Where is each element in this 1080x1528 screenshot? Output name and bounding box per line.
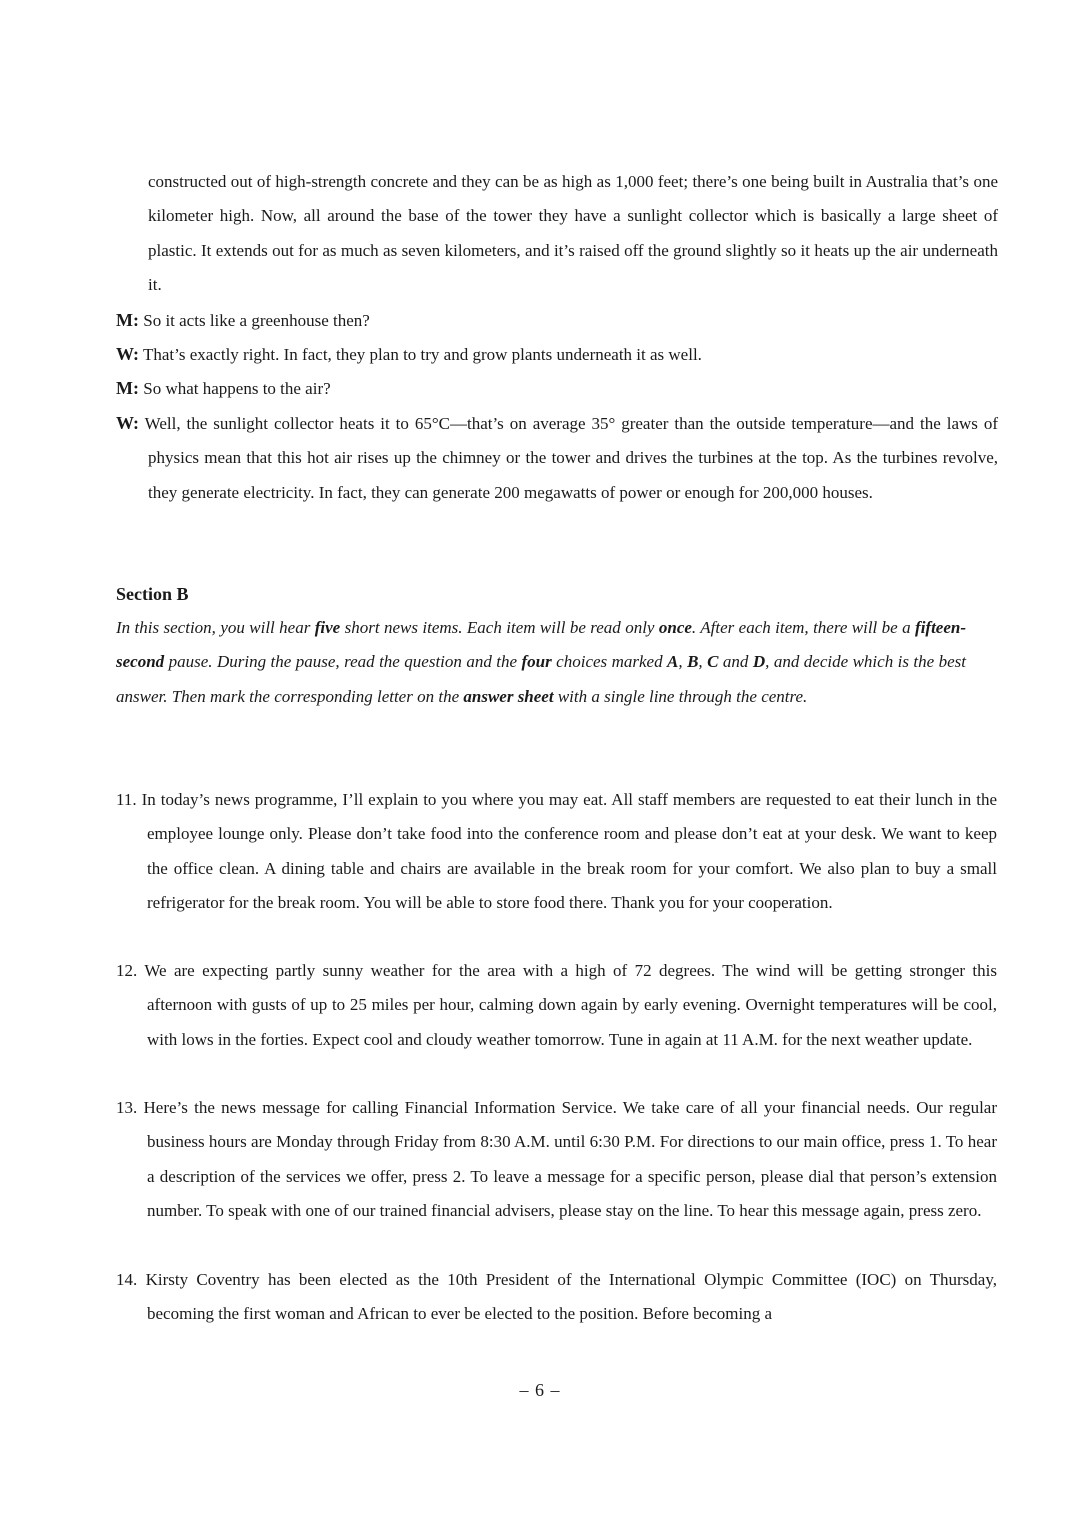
instr-text: short news items. Each item will be read only — [340, 618, 659, 637]
dialogue-turn — [116, 303, 998, 338]
instr-text: and — [718, 652, 753, 672]
news-item — [116, 783, 997, 920]
instr-text: , — [698, 652, 708, 672]
instr-emphasis: four — [521, 652, 552, 672]
news-item — [116, 954, 997, 1057]
instr-emphasis: five — [314, 618, 341, 637]
item-number: 13. — [116, 1098, 138, 1117]
instr-text: , — [678, 652, 688, 672]
item-text: Here’s the news message for calling Financial Information Service. We take care of all your financial needs. Our regular business hours are Monday through Friday from 8:30 A.M. until 6:30 P.M. For directions to our main office, press 1. To hear a description of the services we offer, press 2. To leave a message for a specific person, please dial that person’s extension number. To speak with one of our trained financial advisers, please stay on the line. To hear this message again, press zero. — [143, 1098, 998, 1220]
speaker-label: M: — [116, 378, 139, 398]
item-text: In today’s news programme, I’ll explain to you where you may eat. All staff members are requested to eat their lunch in the employee lounge only. Please don’t take food into the conference room and please don’t eat at your desk. We want to keep the office clean. A dining table and chairs are available in the break room for your comfort. We also plan to buy a small refrigerator for the break room. You will be able to store food there. Thank you for your cooperation. — [141, 790, 998, 912]
turn-text: So what happens to the air? — [143, 379, 331, 398]
dialogue-continuation: constructed out of high-strength concrete and they can be as high as 1,000 feet; there’s one being built in Australia that’s one kilometer high. Now, all around the base of the tower they have a sunlight collector which is basically a large sheet of plastic. It extends out for as much as seven kilometers, and it’s raised off the ground slightly so it heats up the air underneath it. — [148, 172, 998, 294]
speaker-label: W: — [116, 413, 140, 433]
instr-emphasis: C — [707, 652, 719, 672]
item-text: Kirsty Coventry has been elected as the 10th President of the International Olympic Committee (IOC) on Thursday, becoming the first woman and African to ever be elected to the position. Before becoming a — [145, 1270, 997, 1324]
instr-text: with a single line through the centre. — [553, 686, 808, 706]
instr-text: . After each item, there will be a — [691, 618, 916, 637]
item-text: We are expecting partly sunny weather for the area with a high of 72 degrees. The wind will be getting stronger this afternoon with gusts of up to 25 miles per hour, calming down again by early evening. Overnight temperatures will be cool, with lows in the forties. Expect cool and cloudy weather tomorrow. Tune in again at 11 A.M. for the next weather update. — [144, 961, 997, 1049]
dialogue-turn — [116, 371, 998, 406]
speaker-label: W: — [116, 344, 140, 364]
item-number: 12. — [116, 961, 138, 980]
instr-emphasis: A — [667, 652, 679, 672]
item-number: 14. — [116, 1270, 138, 1289]
instr-emphasis: D — [752, 652, 766, 672]
dialogue-turn — [116, 406, 998, 510]
speaker-label: M: — [116, 310, 139, 330]
instr-emphasis: once — [658, 618, 692, 637]
section-b-instructions — [116, 611, 966, 714]
turn-text: That’s exactly right. In fact, they plan to try and grow plants underneath it as well. — [142, 345, 702, 364]
instr-emphasis: fifteen-second — [116, 618, 967, 672]
turn-text: Well, the sunlight collector heats it to 65°C—that’s on average 35° greater than the outside temperature—and the laws of physics mean that this hot air rises up the chimney or the tower and drives the turbines at the top. As the turbines revolve, they generate electricity. In fact, they can generate 200 megawatts of power or enough for 200,000 houses. — [144, 414, 998, 502]
turn-text: So it acts like a greenhouse then? — [143, 311, 370, 330]
instr-emphasis: B — [687, 652, 699, 672]
instr-text: choices marked — [551, 652, 668, 672]
news-item — [116, 1263, 997, 1332]
news-item — [116, 1091, 997, 1228]
item-number: 11. — [116, 790, 137, 809]
page-number: – 6 – — [519, 1380, 561, 1400]
instr-text: , and decide which is the best answer. Then mark the corresponding letter on the — [116, 652, 967, 706]
instr-text: pause. During the pause, read the question and the — [164, 652, 522, 672]
instr-emphasis: answer sheet — [463, 686, 554, 706]
dialogue-turn — [116, 337, 998, 372]
instr-text: In this section, you will hear — [116, 618, 315, 637]
section-b-title: Section B — [116, 584, 189, 604]
